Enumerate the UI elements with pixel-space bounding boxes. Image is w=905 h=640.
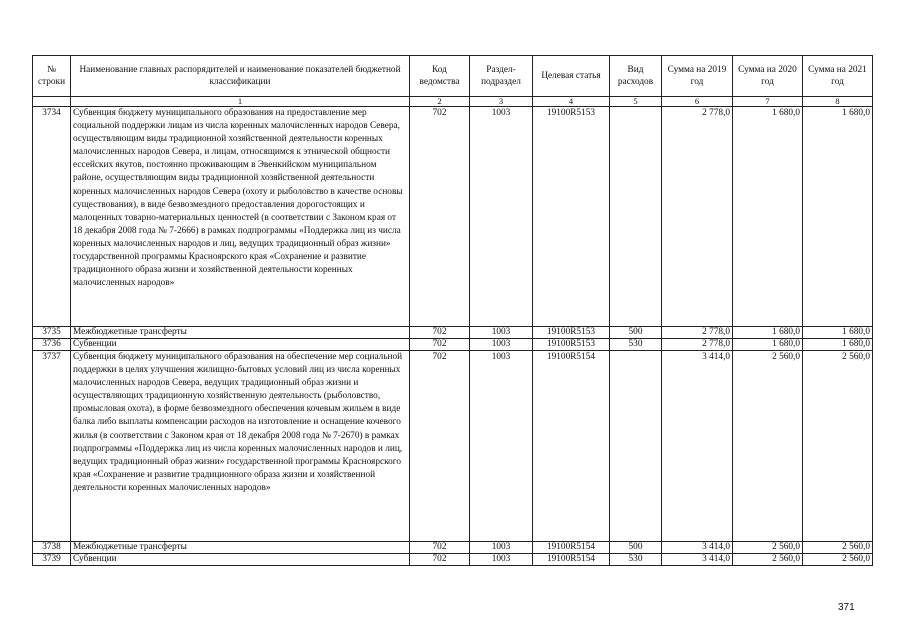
header-exp-type: Вид расходов bbox=[610, 56, 662, 97]
row-name: Субвенция бюджету муниципального образования на предоставление мер социальной поддержки лицам из числа коренных малочисленных народов Севера, осуществляющим виды традиционной хозяйственной деятельности коренных малочисленных народов Севера, и лицам, относящимся к этнической общности ессейских якутов, постоянно проживающим в Эвенкийском муниципальном районе, осуществляющим виды традиционной хозяйственной деятельности коренных малочисленных народов Севера (охоту и рыболовство в качестве основы существования), в виде безвозмездного предоставления дорогостоящих и малоценных товарно-материальных ценностей (в соответствии с Законом края от 18 декабря 2008 года № 7-2666) в рамках подпрограммы «Поддержка лиц из числа коренных малочисленных народов и лиц, ведущих традиционный образ жизни» государственной программы Красноярского края «Сохранение и развитие традиционного образа жизни и хозяйственной деятельности коренных малочисленных народов» bbox=[71, 107, 410, 327]
table-row bbox=[33, 351, 873, 542]
column-number-row bbox=[33, 97, 873, 107]
row-dept: 702 bbox=[410, 327, 470, 339]
header-sum-2020: Сумма на 2020 год bbox=[733, 56, 803, 97]
row-sum-2019: 3 414,0 bbox=[662, 351, 733, 542]
row-target: 19100R5154 bbox=[533, 542, 610, 554]
col-number: 5 bbox=[610, 97, 662, 107]
row-number: 3738 bbox=[33, 542, 71, 554]
row-section: 1003 bbox=[470, 339, 533, 351]
row-number: 3736 bbox=[33, 339, 71, 351]
row-exp-type bbox=[610, 351, 662, 542]
row-sum-2019: 3 414,0 bbox=[662, 554, 733, 566]
col-number: 2 bbox=[410, 97, 470, 107]
row-sum-2021: 1 680,0 bbox=[803, 339, 873, 351]
row-sum-2020: 1 680,0 bbox=[733, 107, 803, 327]
header-sum-2021: Сумма на 2021 год bbox=[803, 56, 873, 97]
header-dept: Код ведомства bbox=[410, 56, 470, 97]
row-dept: 702 bbox=[410, 107, 470, 327]
row-sum-2019: 2 778,0 bbox=[662, 107, 733, 327]
row-name: Межбюджетные трансферты bbox=[71, 327, 410, 339]
col-number: 3 bbox=[470, 97, 533, 107]
row-sum-2021: 2 560,0 bbox=[803, 542, 873, 554]
row-name: Субвенция бюджету муниципального образования на обеспечение мер социальной поддержки в целях улучшения жилищно-бытовых условий лиц из числа коренных малочисленных народов Севера, ведущих традиционный образ жизни и осуществляющих традиционную хозяйственную деятельность (рыболовство, промысловая охота), в форме безвозмездного обеспечения кочевым жильем в виде балка либо выплаты компенсации расходов на изготовление и оснащение кочевого жилья (в соответствии с Законом края от 18 декабря 2008 года № 7-2670) в рамках подпрограммы «Поддержка лиц из числа коренных малочисленных народов и лиц, ведущих традиционный образ жизни» государственной программы Красноярского края «Сохранение и развитие традиционного образа жизни и хозяйственной деятельности коренных малочисленных народов» bbox=[71, 351, 410, 542]
row-dept: 702 bbox=[410, 339, 470, 351]
col-number: 7 bbox=[733, 97, 803, 107]
col-number: 4 bbox=[533, 97, 610, 107]
table-row bbox=[33, 327, 873, 339]
row-target: 19100R5154 bbox=[533, 351, 610, 542]
col-number: 1 bbox=[71, 97, 410, 107]
row-sum-2020: 1 680,0 bbox=[733, 339, 803, 351]
col-number: 6 bbox=[662, 97, 733, 107]
table-row bbox=[33, 339, 873, 351]
row-section: 1003 bbox=[470, 542, 533, 554]
header-target: Целевая статья bbox=[533, 56, 610, 97]
table-row bbox=[33, 542, 873, 554]
row-target: 19100R5154 bbox=[533, 554, 610, 566]
row-target: 19100R5153 bbox=[533, 327, 610, 339]
row-sum-2021: 2 560,0 bbox=[803, 554, 873, 566]
row-target: 19100R5153 bbox=[533, 107, 610, 327]
row-exp-type bbox=[610, 107, 662, 327]
row-dept: 702 bbox=[410, 554, 470, 566]
header-sum-2019: Сумма на 2019 год bbox=[662, 56, 733, 97]
row-number: 3737 bbox=[33, 351, 71, 542]
row-sum-2021: 2 560,0 bbox=[803, 351, 873, 542]
row-sum-2020: 1 680,0 bbox=[733, 327, 803, 339]
table-row bbox=[33, 554, 873, 566]
row-name: Межбюджетные трансферты bbox=[71, 542, 410, 554]
row-number: 3734 bbox=[33, 107, 71, 327]
row-sum-2019: 2 778,0 bbox=[662, 339, 733, 351]
row-sum-2020: 2 560,0 bbox=[733, 542, 803, 554]
row-sum-2020: 2 560,0 bbox=[733, 351, 803, 542]
row-sum-2019: 3 414,0 bbox=[662, 542, 733, 554]
row-section: 1003 bbox=[470, 107, 533, 327]
header-name: Наименование главных распорядителей и наименование показателей бюджетной классификации bbox=[71, 56, 410, 97]
row-exp-type: 500 bbox=[610, 327, 662, 339]
row-number: 3735 bbox=[33, 327, 71, 339]
row-name: Субвенции bbox=[71, 554, 410, 566]
header-section: Раздел-подраздел bbox=[470, 56, 533, 97]
row-number: 3739 bbox=[33, 554, 71, 566]
row-section: 1003 bbox=[470, 327, 533, 339]
col-number bbox=[33, 97, 71, 107]
row-target: 19100R5153 bbox=[533, 339, 610, 351]
row-name: Субвенции bbox=[71, 339, 410, 351]
header-row-no: № строки bbox=[33, 56, 71, 97]
table-header-row bbox=[33, 56, 873, 97]
row-sum-2021: 1 680,0 bbox=[803, 107, 873, 327]
row-sum-2019: 2 778,0 bbox=[662, 327, 733, 339]
row-exp-type: 500 bbox=[610, 542, 662, 554]
row-dept: 702 bbox=[410, 542, 470, 554]
col-number: 8 bbox=[803, 97, 873, 107]
row-dept: 702 bbox=[410, 351, 470, 542]
row-section: 1003 bbox=[470, 554, 533, 566]
page-number: 371 bbox=[838, 602, 855, 613]
table-row bbox=[33, 107, 873, 327]
row-sum-2020: 2 560,0 bbox=[733, 554, 803, 566]
row-exp-type: 530 bbox=[610, 554, 662, 566]
row-exp-type: 530 bbox=[610, 339, 662, 351]
budget-table bbox=[32, 55, 873, 566]
row-section: 1003 bbox=[470, 351, 533, 542]
row-sum-2021: 1 680,0 bbox=[803, 327, 873, 339]
